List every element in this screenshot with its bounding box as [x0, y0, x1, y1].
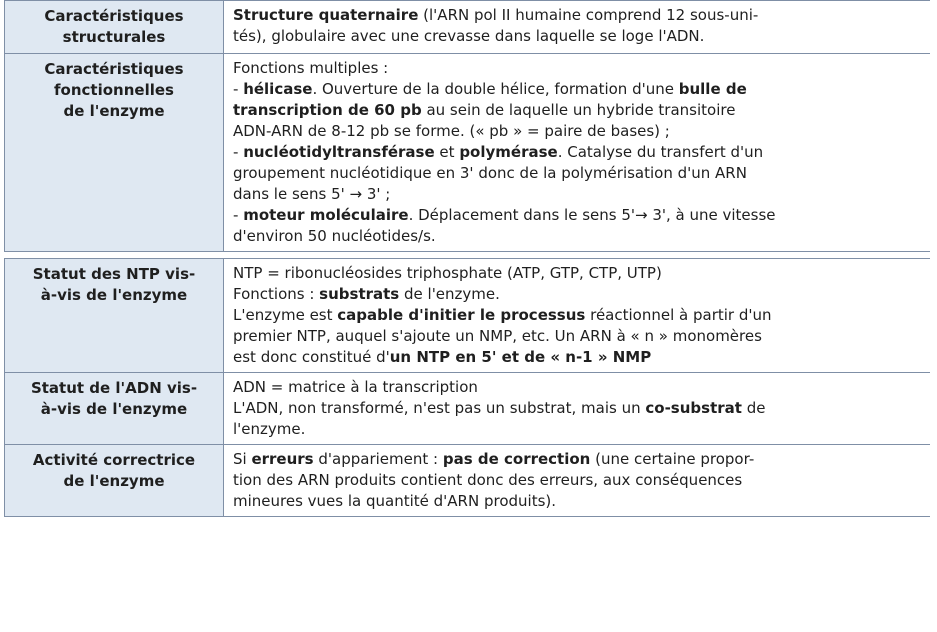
text-segment: Fonctions multiples : [233, 59, 389, 77]
content-line [233, 263, 922, 284]
bold-text: transcription de 60 pb [233, 101, 422, 119]
content-line [233, 305, 922, 326]
text-segment: d'appariement : [313, 450, 443, 468]
text-segment: dans le sens 5' → 3' ; [233, 185, 391, 203]
content-line [233, 491, 922, 512]
text-segment: . Catalyse du transfert d'un [557, 143, 764, 161]
content-line [233, 205, 922, 226]
text-segment: . Ouverture de la double hélice, formation d'une [312, 80, 679, 98]
text-segment: ADN = matrice à la transcription [233, 378, 478, 396]
bold-text: polymérase [459, 143, 558, 161]
text-segment: mineures vues la quantité d'ARN produits). [233, 492, 557, 510]
text-segment: d'environ 50 nucléotides/s. [233, 227, 436, 245]
row-header-line: fonctionnelles [54, 81, 174, 99]
text-segment: tés), globulaire avec une crevasse dans laquelle se loge l'ADN. [233, 27, 705, 45]
content-line [233, 449, 922, 470]
bold-text: substrats [319, 285, 400, 303]
text-segment: Fonctions : [233, 285, 320, 303]
text-segment: L'enzyme est [233, 306, 338, 324]
text-segment: - [233, 80, 244, 98]
bold-text: moteur moléculaire [243, 206, 409, 224]
content-line [233, 470, 922, 491]
row-header-line: Activité correctrice [32, 451, 196, 469]
text-segment: . Déplacement dans le sens 5'→ 3', à une vitesse [408, 206, 776, 224]
bold-text: Structure quaternaire [233, 6, 419, 24]
text-segment: NTP = ribonucléosides triphosphate (ATP, GTP, CTP, UTP) [233, 264, 662, 282]
table-row [4, 445, 930, 517]
row-header [4, 445, 224, 516]
text-segment: réactionnel à partir d'un [585, 306, 772, 324]
content-line [233, 398, 922, 419]
text-segment: - [233, 143, 244, 161]
row-header-line: structurales [62, 28, 166, 46]
text-segment: au sein de laquelle un hybride transitoire [421, 101, 736, 119]
table-row [4, 373, 930, 445]
text-segment: tion des ARN produits contient donc des erreurs, aux conséquences [233, 471, 743, 489]
content-line [233, 184, 922, 205]
row-header-line: Caractéristiques [44, 60, 184, 78]
row-header [4, 1, 224, 53]
row-header-line: Statut de l'ADN vis- [30, 379, 198, 397]
text-segment: (l'ARN pol II humaine comprend 12 sous-uni- [418, 6, 759, 24]
text-segment: - [233, 206, 244, 224]
row-header-line: Caractéristiques [44, 7, 184, 25]
text-segment: premier NTP, auquel s'ajoute un NMP, etc. Un ARN à « n » monomères [233, 327, 762, 345]
properties-table [4, 0, 930, 517]
content-line [233, 142, 922, 163]
table-row [4, 0, 930, 54]
content-line [233, 100, 922, 121]
row-header [4, 373, 224, 444]
content-line [233, 419, 922, 440]
text-segment: Si [233, 450, 252, 468]
text-segment: est donc constitué d' [233, 348, 390, 366]
row-header-line: Statut des NTP vis- [32, 265, 196, 283]
row-header-line: de l'enzyme [63, 102, 165, 120]
bold-text: bulle de [678, 80, 747, 98]
text-segment: de [741, 399, 766, 417]
text-segment: l'enzyme. [233, 420, 306, 438]
row-content [224, 445, 930, 516]
content-line [233, 79, 922, 100]
content-line [233, 326, 922, 347]
text-segment: de l'enzyme. [399, 285, 500, 303]
row-content [224, 1, 930, 53]
text-segment: ADN-ARN de 8-12 pb se forme. (« pb » = paire de bases) ; [233, 122, 670, 140]
content-line [233, 26, 922, 47]
text-segment: (une certaine propor- [590, 450, 755, 468]
row-content [224, 54, 930, 251]
row-header-line: à-vis de l'enzyme [40, 286, 188, 304]
content-line [233, 226, 922, 247]
content-line [233, 5, 922, 26]
row-content [224, 259, 930, 372]
bold-text: capable d'initier le processus [337, 306, 586, 324]
content-line [233, 284, 922, 305]
table-row [4, 258, 930, 373]
content-line [233, 377, 922, 398]
content-line [233, 121, 922, 142]
content-line [233, 347, 922, 368]
bold-text: co-substrat [645, 399, 742, 417]
text-segment: groupement nucléotidique en 3' donc de la polymérisation d'un ARN [233, 164, 747, 182]
row-header-line: de l'enzyme [63, 472, 165, 490]
row-header-line: à-vis de l'enzyme [40, 400, 188, 418]
content-line [233, 163, 922, 184]
bold-text: un NTP en 5' et de « n-1 » NMP [389, 348, 652, 366]
content-line [233, 58, 922, 79]
bold-text: pas de correction [442, 450, 591, 468]
bold-text: nucléotidyltransférase [243, 143, 435, 161]
bold-text: hélicase [243, 80, 313, 98]
text-segment: et [434, 143, 460, 161]
row-content [224, 373, 930, 444]
row-header [4, 259, 224, 372]
text-segment: L'ADN, non transformé, n'est pas un substrat, mais un [233, 399, 646, 417]
bold-text: erreurs [251, 450, 314, 468]
row-header [4, 54, 224, 251]
table-row [4, 54, 930, 252]
